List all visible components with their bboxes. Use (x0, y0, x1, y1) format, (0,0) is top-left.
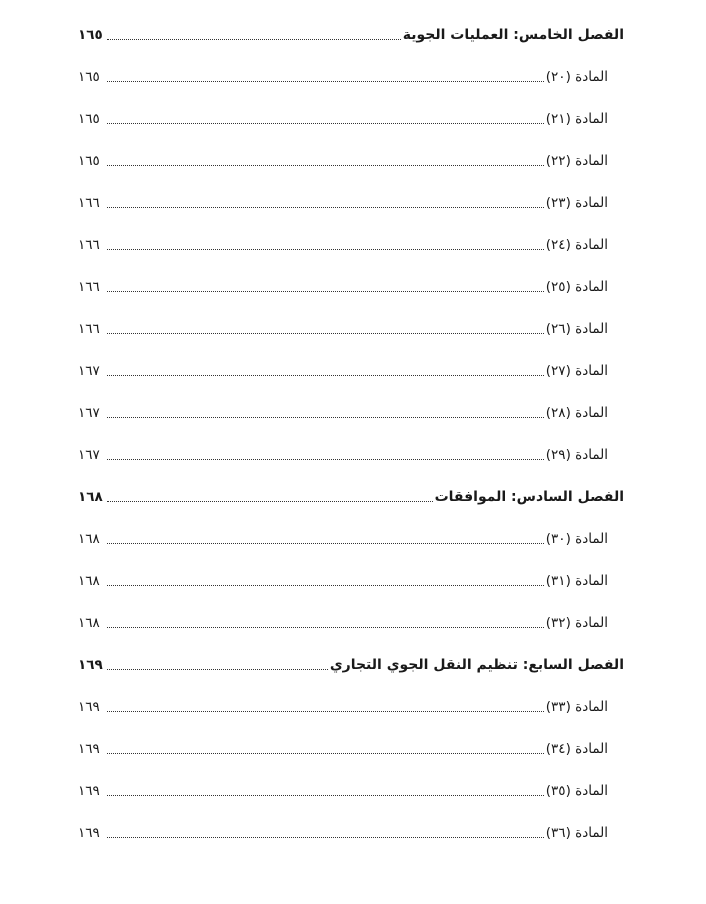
toc-entry-label: المادة (٢٤) (545, 237, 608, 253)
toc-page-number: ١٦٦ (78, 195, 100, 211)
toc-page-number: ١٦٩ (78, 783, 100, 799)
toc-entry-label: الفصل السابع: تنظيم النقل الجوي التجاري (329, 657, 624, 673)
dot-leader (107, 711, 544, 712)
dot-leader (107, 333, 544, 334)
toc-entry-label: المادة (٢٨) (545, 405, 608, 421)
toc-article-25[interactable] (78, 266, 624, 308)
toc-page-number: ١٦٥ (78, 111, 100, 127)
dot-leader (107, 627, 544, 628)
toc-page-number: ١٦٧ (78, 405, 100, 421)
toc-entry-label: المادة (٣٢) (545, 615, 608, 631)
dot-leader (107, 123, 544, 124)
toc-article-33[interactable] (78, 686, 624, 728)
toc-article-24[interactable] (78, 224, 624, 266)
toc-page-number: ١٦٥ (78, 153, 100, 169)
dot-leader (107, 291, 544, 292)
toc-article-30[interactable] (78, 518, 624, 560)
dot-leader (107, 249, 544, 250)
toc-entry-label: الفصل السادس: الموافقات (434, 489, 624, 505)
toc-page-number: ١٦٩ (78, 741, 100, 757)
toc-article-21[interactable] (78, 98, 624, 140)
toc-entry-label: المادة (٢٧) (545, 363, 608, 379)
toc-page-number: ١٦٨ (78, 615, 100, 631)
toc-article-36[interactable] (78, 812, 624, 854)
dot-leader (107, 753, 544, 754)
dot-leader (107, 459, 544, 460)
toc-article-31[interactable] (78, 560, 624, 602)
toc-page-number: ١٦٥ (78, 27, 103, 43)
toc-article-35[interactable] (78, 770, 624, 812)
dot-leader (107, 795, 544, 796)
toc-article-34[interactable] (78, 728, 624, 770)
toc-article-23[interactable] (78, 182, 624, 224)
toc-article-28[interactable] (78, 392, 624, 434)
toc-page-number: ١٦٦ (78, 321, 100, 337)
dot-leader (107, 39, 401, 40)
toc-article-20[interactable] (78, 56, 624, 98)
toc-chapter-6[interactable] (78, 476, 624, 518)
toc-page-number: ١٦٩ (78, 699, 100, 715)
dot-leader (107, 837, 544, 838)
toc-chapter-5[interactable] (78, 14, 624, 56)
toc-entry-label: المادة (٢١) (545, 111, 608, 127)
dot-leader (107, 417, 544, 418)
toc-entry-label: المادة (٢٣) (545, 195, 608, 211)
dot-leader (107, 375, 544, 376)
dot-leader (107, 585, 544, 586)
toc-page-number: ١٦٦ (78, 279, 100, 295)
dot-leader (107, 207, 544, 208)
toc-entry-label: المادة (٣٥) (545, 783, 608, 799)
toc-page-number: ١٦٨ (78, 489, 103, 505)
toc-article-22[interactable] (78, 140, 624, 182)
toc-entry-label: المادة (٢٩) (545, 447, 608, 463)
toc-entry-label: المادة (٣٠) (545, 531, 608, 547)
toc-page-number: ١٦٥ (78, 69, 100, 85)
toc-page-number: ١٦٩ (78, 825, 100, 841)
toc-entry-label: المادة (٣٣) (545, 699, 608, 715)
toc-page-number: ١٦٨ (78, 531, 100, 547)
toc-entry-label: المادة (٣٦) (545, 825, 608, 841)
toc-page-number: ١٦٦ (78, 237, 100, 253)
toc-entry-label: المادة (٢٠) (545, 69, 608, 85)
toc-article-32[interactable] (78, 602, 624, 644)
toc-page-number: ١٦٧ (78, 363, 100, 379)
dot-leader (107, 81, 544, 82)
toc-entry-label: المادة (٣٤) (545, 741, 608, 757)
toc-entry-label: المادة (٢٦) (545, 321, 608, 337)
toc-entry-label: المادة (٣١) (545, 573, 608, 589)
dot-leader (107, 543, 544, 544)
dot-leader (107, 669, 328, 670)
toc-page-number: ١٦٨ (78, 573, 100, 589)
table-of-contents (78, 14, 624, 854)
toc-entry-label: المادة (٢٥) (545, 279, 608, 295)
toc-page-number: ١٦٧ (78, 447, 100, 463)
dot-leader (107, 501, 433, 502)
toc-article-27[interactable] (78, 350, 624, 392)
toc-article-26[interactable] (78, 308, 624, 350)
toc-entry-label: الفصل الخامس: العمليات الجوية (402, 27, 624, 43)
toc-page-number: ١٦٩ (78, 657, 103, 673)
toc-article-29[interactable] (78, 434, 624, 476)
dot-leader (107, 165, 544, 166)
toc-chapter-7[interactable] (78, 644, 624, 686)
toc-entry-label: المادة (٢٢) (545, 153, 608, 169)
